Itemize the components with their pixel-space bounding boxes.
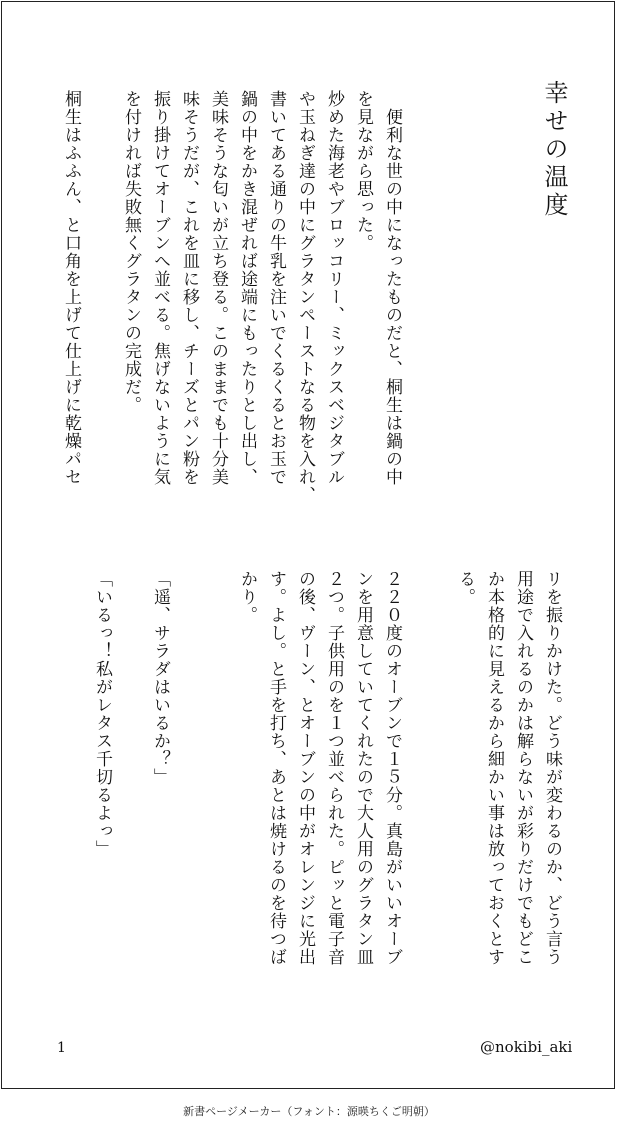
text-column: 用途で入れるのかは解らないが彩りだけでもどこ — [513, 570, 533, 966]
footer-credit: 新書ページメーカー（フォント：源暎ちくご明朝） — [183, 1105, 435, 1118]
text-column: 「いるっ！私がレタス千切るよっ」 — [92, 570, 112, 858]
text-column: 味そうだが、これを皿に移し、チーズとパン粉を — [179, 90, 199, 486]
text-column: 便利な世の中になったものだと、桐生は鍋の中 — [382, 90, 402, 486]
text-column: か本格的に見えるから細かい事は放っておくとす — [484, 570, 504, 966]
text-column: かり。 — [237, 570, 257, 624]
text-column: の後、ヴーン、とオーブンの中がオレンジに光出 — [295, 570, 315, 966]
text-column: 美味そうな匂いが立ち登る。このままでも十分美 — [208, 90, 228, 486]
story-title: 幸せの温度 — [540, 80, 568, 220]
page — [1, 1, 615, 1089]
text-column: 書いてある通りの牛乳を注いでくるくるとお玉で — [266, 90, 286, 486]
text-column: 炒めた海老やブロッコリー、ミックスベジタブル — [324, 90, 344, 486]
text-column: 「遥、サラダはいるか？」 — [150, 570, 170, 786]
text-column: す。よし。と手を打ち、あとは焼けるのを待つば — [266, 570, 286, 966]
text-column: 鍋の中をかき混ぜれば途端にもったりとし出し、 — [237, 90, 257, 486]
text-column: を付ければ失敗無くグラタンの完成だ。 — [121, 90, 141, 414]
text-column: ２つ。子供用のを１つ並べられた。ピッと電子音 — [324, 570, 344, 966]
author-handle: @nokibi_aki — [480, 1038, 573, 1056]
text-column: や玉ねぎ達の中にグラタンペーストなる物を入れ、 — [295, 90, 315, 504]
text-column: ２２０度のオーブンで１５分。真島がいいオーブ — [382, 570, 402, 966]
text-column: 桐生はふふん、と口角を上げて仕上げに乾燥パセ — [61, 90, 81, 486]
text-column: 振り掛けてオーブンへ並べる。焦げないように気 — [150, 90, 170, 486]
text-column: リを振りかけた。どう味が変わるのか、どう言う — [542, 570, 562, 966]
text-column: る。 — [455, 570, 475, 606]
page-number: 1 — [57, 1040, 66, 1056]
text-column: ンを用意していてくれたので大人用のグラタン皿 — [353, 570, 373, 966]
text-column: を見ながら思った。 — [353, 90, 373, 252]
